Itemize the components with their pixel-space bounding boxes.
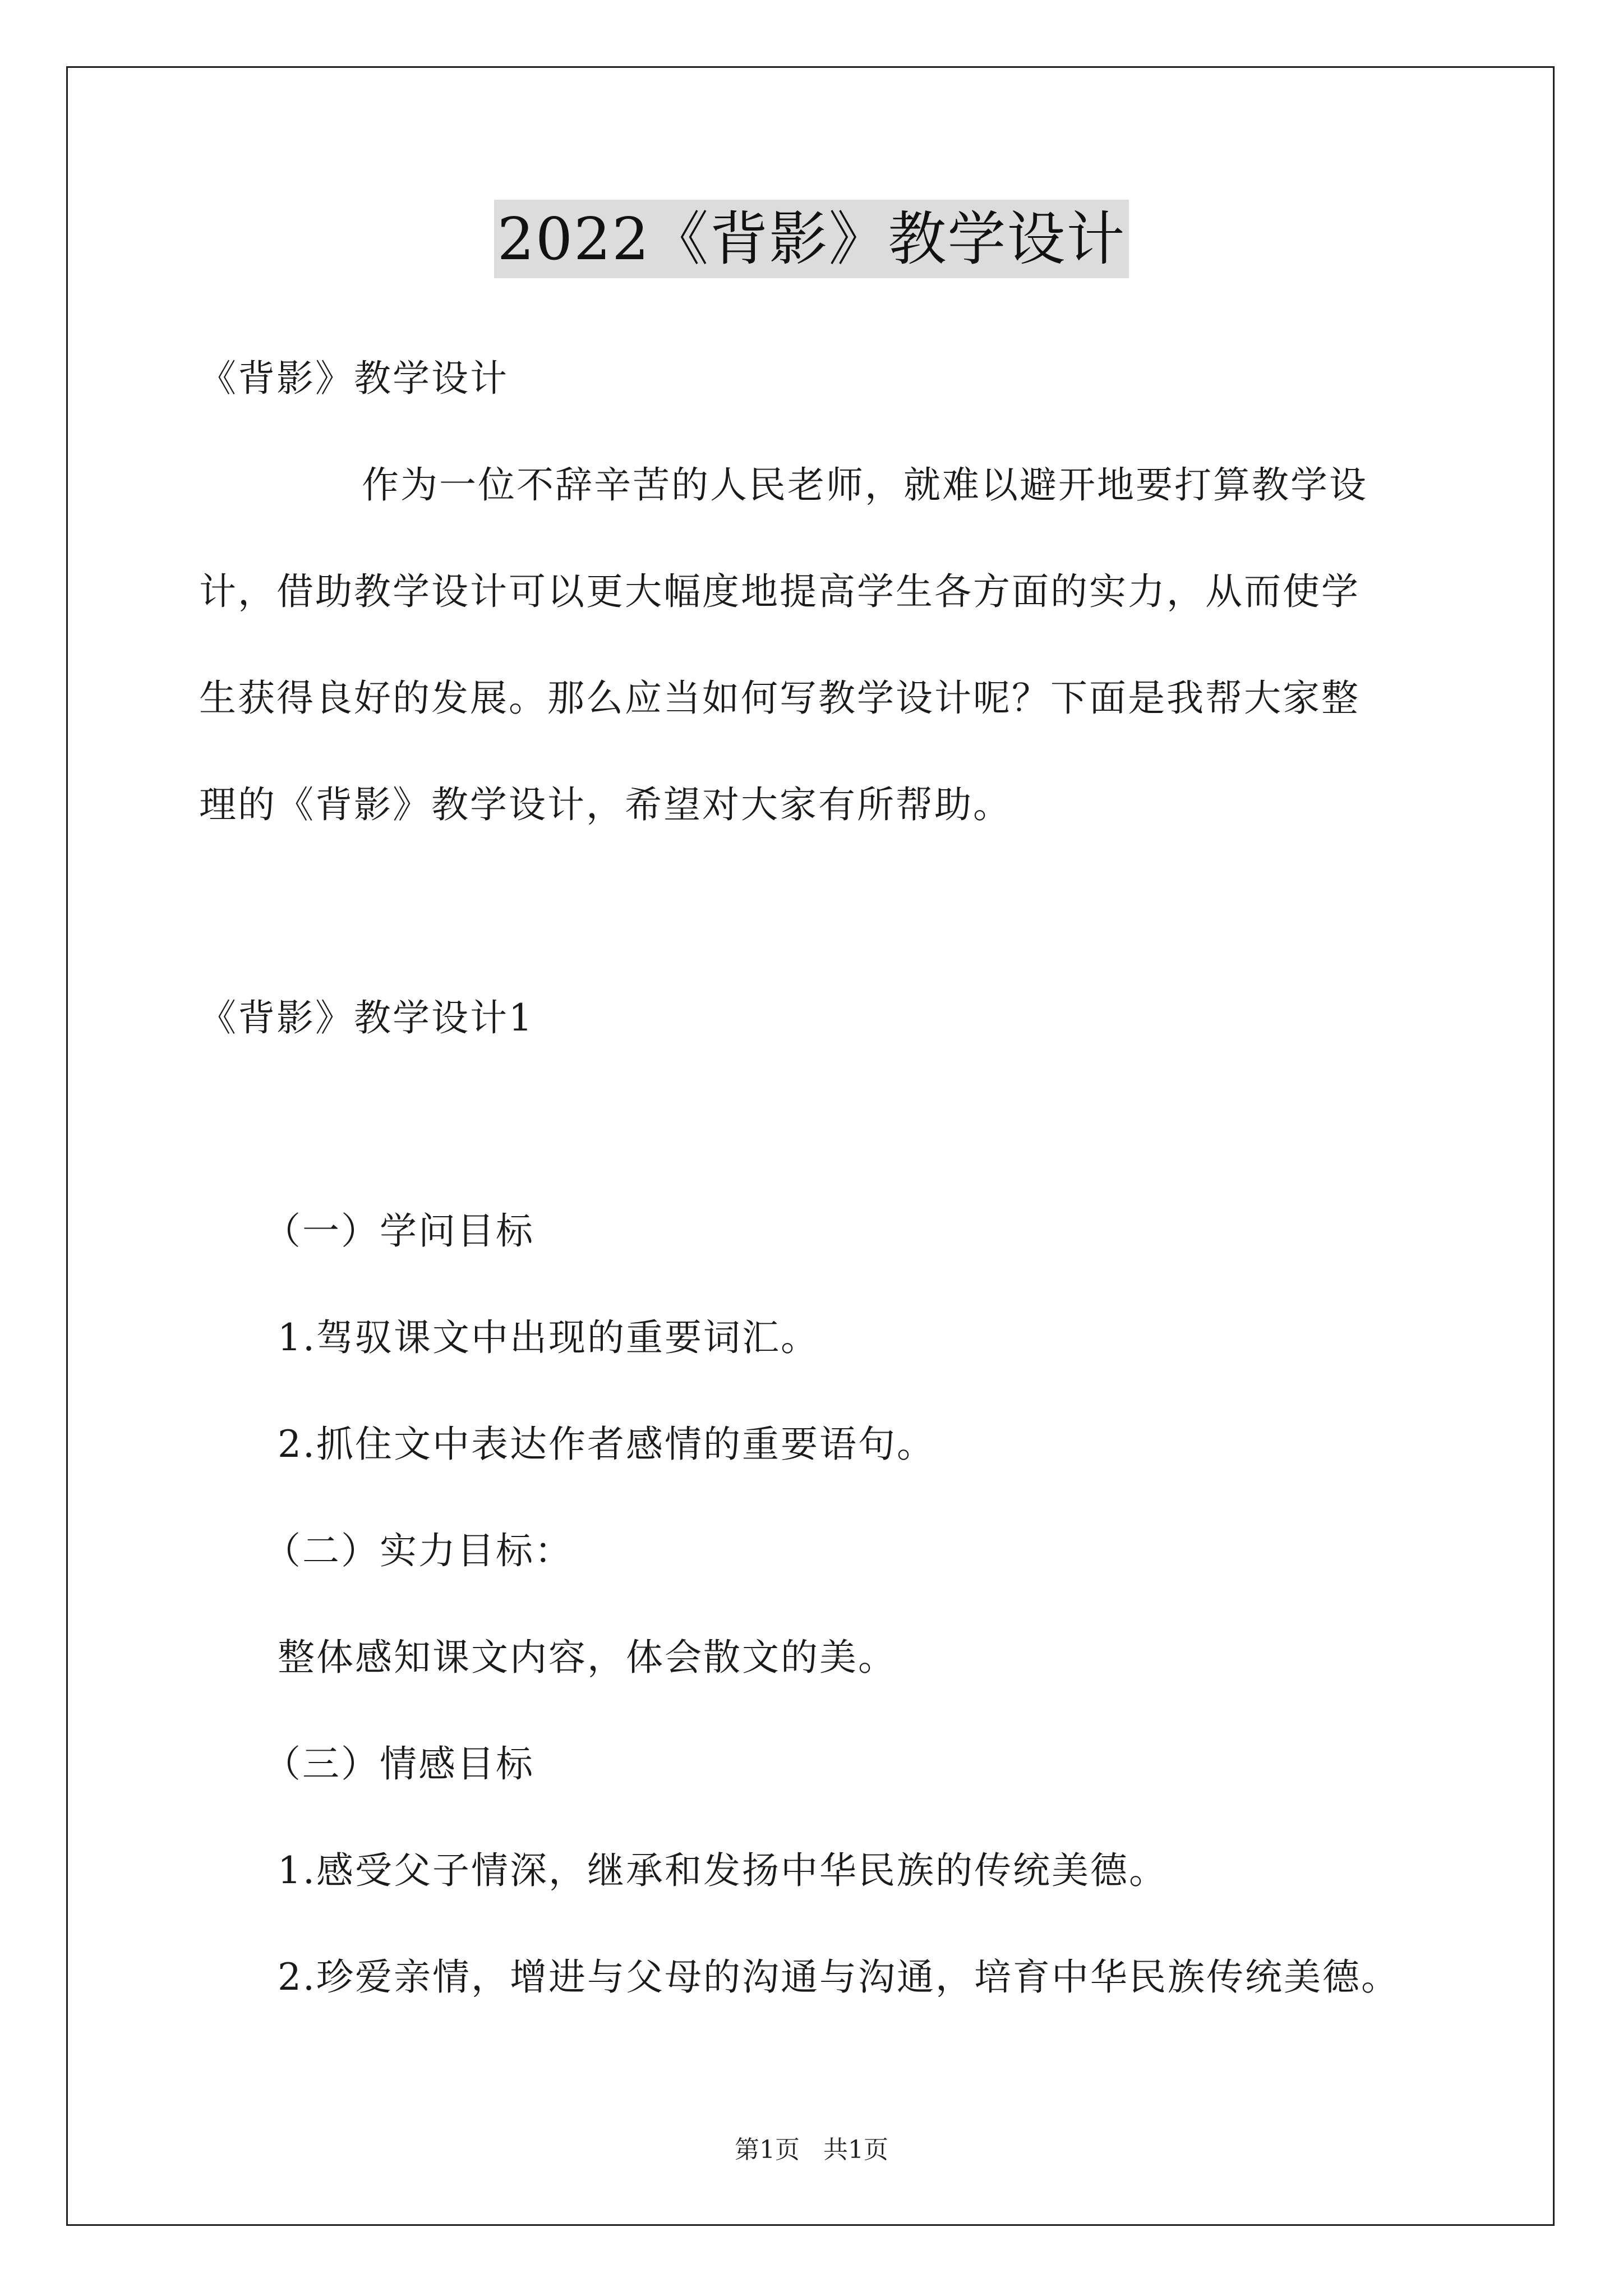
intro-line-4: 理的《背影》教学设计，希望对大家有所帮助。 — [199, 783, 1012, 826]
title-container — [0, 200, 1623, 278]
intro-line-1: 作为一位不辞辛苦的人民老师，就难以避开地要打算教学设 — [362, 463, 1368, 507]
section-heading: 《背影》教学设计1 — [199, 996, 534, 1039]
emotion-item-2: 2.珍爱亲情，增进与父母的沟通与沟通，培育中华民族传统美德。 — [278, 1955, 1400, 1999]
page-footer — [0, 2133, 1623, 2167]
ability-text: 整体感知课文内容，体会散文的美。 — [278, 1636, 897, 1679]
knowledge-heading: （一）学问目标 — [264, 1209, 534, 1253]
intro-line-3: 生获得良好的发展。那么应当如何写教学设计呢？下面是我帮大家整 — [199, 677, 1360, 720]
document-subtitle: 《背影》教学设计 — [199, 357, 509, 400]
intro-line-2: 计，借助教学设计可以更大幅度地提高学生各方面的实力，从而使学 — [199, 570, 1360, 613]
emotion-heading: （三）情感目标 — [264, 1742, 534, 1786]
knowledge-item-2: 2.抓住文中表达作者感情的重要语句。 — [278, 1423, 935, 1466]
document-title: 2022《背影》教学设计 — [494, 200, 1129, 278]
emotion-item-1: 1.感受父子情深，继承和发扬中华民族的传统美德。 — [278, 1849, 1168, 1892]
knowledge-item-1: 1.驾驭课文中出现的重要词汇。 — [278, 1316, 819, 1359]
ability-heading: （二）实力目标： — [264, 1529, 573, 1572]
page-number: 第1页 — [735, 2136, 800, 2164]
page-total: 共1页 — [823, 2136, 888, 2164]
